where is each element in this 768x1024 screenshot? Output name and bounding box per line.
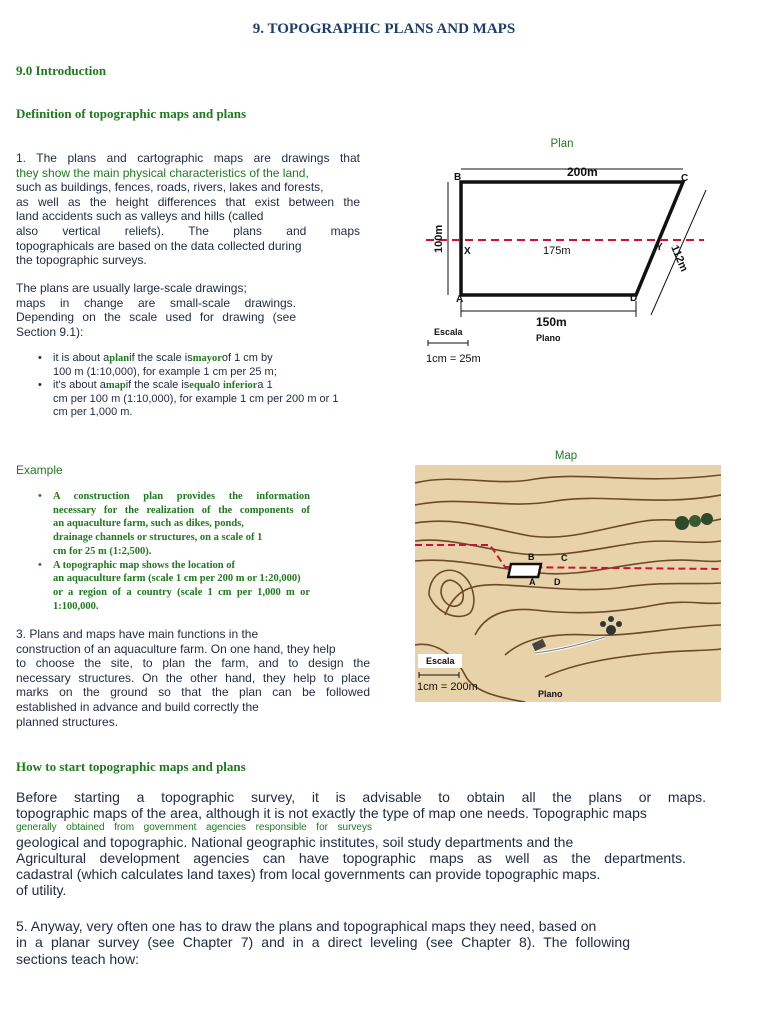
para1-line: topographicals are based on the data collected during bbox=[16, 238, 302, 253]
bullet-text: it's about a bbox=[53, 379, 106, 391]
para2-line: The plans are usually large-scale drawings; bbox=[16, 281, 247, 295]
plan-mid-dim: 175m bbox=[543, 245, 571, 257]
para1-line: land accidents such as valleys and hills (called bbox=[16, 209, 264, 224]
scale-bullets bbox=[53, 352, 353, 420]
bullet-plan bbox=[53, 352, 353, 379]
building-icon bbox=[616, 621, 622, 627]
paragraph-5 bbox=[16, 918, 656, 967]
map-point-label: C bbox=[561, 553, 568, 563]
para1-line: as well as the height differences that exist between the bbox=[16, 194, 360, 209]
bullet-keyword: equal bbox=[189, 380, 214, 391]
example-text: necessary for the realization of the components of bbox=[53, 504, 310, 516]
para2-line: maps in change are small-scale drawings. bbox=[16, 295, 296, 310]
para4-line: of utility. bbox=[16, 882, 67, 899]
para1-line: the topographic surveys. bbox=[16, 253, 147, 268]
bullet-text: if the scale is bbox=[125, 379, 190, 391]
bullet-text: it is about a bbox=[53, 352, 110, 364]
bullet-text: 100 m (1:10,000), for example 1 cm per 25 m; bbox=[53, 365, 277, 378]
para2-line: Depending on the scale used for drawing (see bbox=[16, 310, 296, 325]
plan-figure bbox=[418, 155, 728, 370]
para4-line: Agricultural development agencies can have topographic maps as well as the departments. bbox=[16, 849, 686, 866]
example-text: • A topographic map shows the location of bbox=[53, 559, 236, 571]
example-text: cm for 25 m (1:2,500). bbox=[53, 545, 152, 557]
example-text: or a region of a country (scale 1 cm per 1,000 m or bbox=[53, 586, 310, 598]
plan-bottom-dim: 150m bbox=[536, 315, 567, 329]
intro-heading: 9.0 Introduction bbox=[16, 63, 107, 78]
start-heading: How to start topographic maps and plans bbox=[16, 759, 246, 774]
example-text: • A construction plan provides the information bbox=[53, 491, 310, 502]
para4-line: cadastral (which calculates land taxes) from local governments can provide topographic maps. bbox=[16, 866, 601, 883]
para5-line: sections teach how: bbox=[16, 950, 139, 967]
example-label: Example bbox=[16, 463, 63, 477]
para2-line: Section 9.1): bbox=[16, 324, 84, 339]
bullet-keyword: map bbox=[105, 380, 126, 391]
paragraph-1 bbox=[16, 151, 360, 268]
para3-line: established in advance and build correctly the bbox=[16, 699, 259, 714]
plan-plano-label: Plano bbox=[536, 333, 561, 343]
plan-point-label: D bbox=[630, 293, 638, 304]
para3-line: planned structures. bbox=[16, 714, 119, 729]
map-escala-label: Escala bbox=[426, 656, 455, 666]
tree-icon bbox=[701, 513, 713, 525]
plan-left-dim: 100m bbox=[433, 224, 445, 253]
paragraph-3 bbox=[16, 627, 370, 729]
bullet-text: cm per 1,000 m. bbox=[53, 406, 133, 418]
bullet-keyword: plan bbox=[109, 353, 130, 364]
bullet-text: of 1 cm by bbox=[221, 352, 273, 364]
para4-line: generally obtained from government agencies responsible for surveys bbox=[16, 821, 372, 833]
para5-line: 5. Anyway, very often one has to draw the plans and topographical maps they need, based on bbox=[16, 918, 597, 934]
para3-line: necessary structures. On the other hand, they help to place bbox=[16, 670, 370, 685]
para3-line: marks on the ground so that the plan can be followed bbox=[16, 685, 370, 700]
plan-top-dim: 200m bbox=[567, 165, 598, 179]
building-icon bbox=[606, 625, 616, 635]
bullet-keyword: inferior bbox=[223, 380, 258, 391]
example-text: drainage channels or structures, on a scale of 1 bbox=[53, 532, 263, 544]
bullet-map bbox=[53, 379, 353, 420]
paragraph-2 bbox=[16, 281, 296, 339]
plan-right-dim: 112m bbox=[668, 243, 691, 274]
plan-outline bbox=[461, 182, 683, 295]
map-scale-text: 1cm = 200m bbox=[417, 681, 478, 693]
para4-line: topographic maps of the area, although it is not exactly the type of map one needs. Topographic maps bbox=[16, 805, 647, 822]
para4-line: Before starting a topographic survey, it is advisable to obtain all the plans or maps. bbox=[16, 789, 706, 805]
paragraph-4 bbox=[16, 789, 706, 899]
para1-line: they show the main physical characteristics of the land, bbox=[16, 165, 309, 180]
para3-line: 3. Plans and maps have main functions in the bbox=[16, 627, 259, 641]
map-caption: Map bbox=[554, 450, 578, 462]
plan-point-label: C bbox=[681, 173, 689, 184]
definition-heading: Definition of topographic maps and plans bbox=[16, 106, 247, 121]
plan-escala-label: Escala bbox=[434, 327, 463, 337]
plan-point-label: A bbox=[456, 294, 464, 305]
example-bullets bbox=[53, 490, 310, 613]
page-title: 9. TOPOGRAPHIC PLANS AND MAPS bbox=[252, 21, 516, 37]
para3-line: to choose the site, to plan the farm, and to design the bbox=[16, 656, 370, 671]
map-point-label: A bbox=[529, 577, 536, 587]
plan-point-label: Y bbox=[656, 242, 663, 253]
bullet-text: if the scale is bbox=[129, 352, 193, 364]
map-plano-label: Plano bbox=[538, 689, 563, 699]
para1-line: 1. The plans and cartographic maps are drawings that bbox=[16, 151, 360, 165]
plan-point-label: B bbox=[454, 172, 462, 183]
tree-icon bbox=[689, 515, 701, 527]
building-icon bbox=[600, 621, 606, 627]
plan-scale-text: 1cm = 25m bbox=[426, 353, 481, 365]
example-text: an aquaculture farm (scale 1 cm per 200 m or 1:20,000) bbox=[53, 573, 301, 585]
example-text: an aquaculture farm, such as dikes, ponds, bbox=[53, 518, 244, 530]
example-bullet-map bbox=[53, 559, 310, 614]
tree-icon bbox=[675, 516, 689, 530]
map-plot-outline bbox=[508, 564, 541, 577]
map-point-label: B bbox=[528, 552, 535, 562]
bullet-text: cm per 100 m (1:10,000), for example 1 cm per 200 m or 1 bbox=[53, 392, 339, 405]
para3-line: construction of an aquaculture farm. On one hand, they help bbox=[16, 641, 336, 656]
map-point-label: D bbox=[554, 577, 561, 587]
para1-line: also vertical reliefs). The plans and maps bbox=[16, 223, 360, 238]
building-icon bbox=[608, 616, 614, 622]
para5-line: in a planar survey (see Chapter 7) and in a direct leveling (see Chapter 8). The following bbox=[16, 934, 630, 951]
bullet-text: o bbox=[213, 379, 220, 391]
para1-line: such as buildings, fences, roads, rivers, lakes and forests, bbox=[16, 180, 324, 195]
bullet-keyword: mayor bbox=[192, 353, 222, 364]
plan-point-label: X bbox=[464, 246, 471, 257]
plan-caption: Plan bbox=[550, 138, 574, 150]
example-bullet-plan bbox=[53, 490, 310, 559]
map-figure bbox=[415, 465, 721, 702]
bullet-text: a 1 bbox=[257, 379, 273, 391]
para4-line: geological and topographic. National geographic institutes, soil study departments and the bbox=[16, 833, 574, 850]
example-text: 1:100,000. bbox=[53, 600, 99, 612]
